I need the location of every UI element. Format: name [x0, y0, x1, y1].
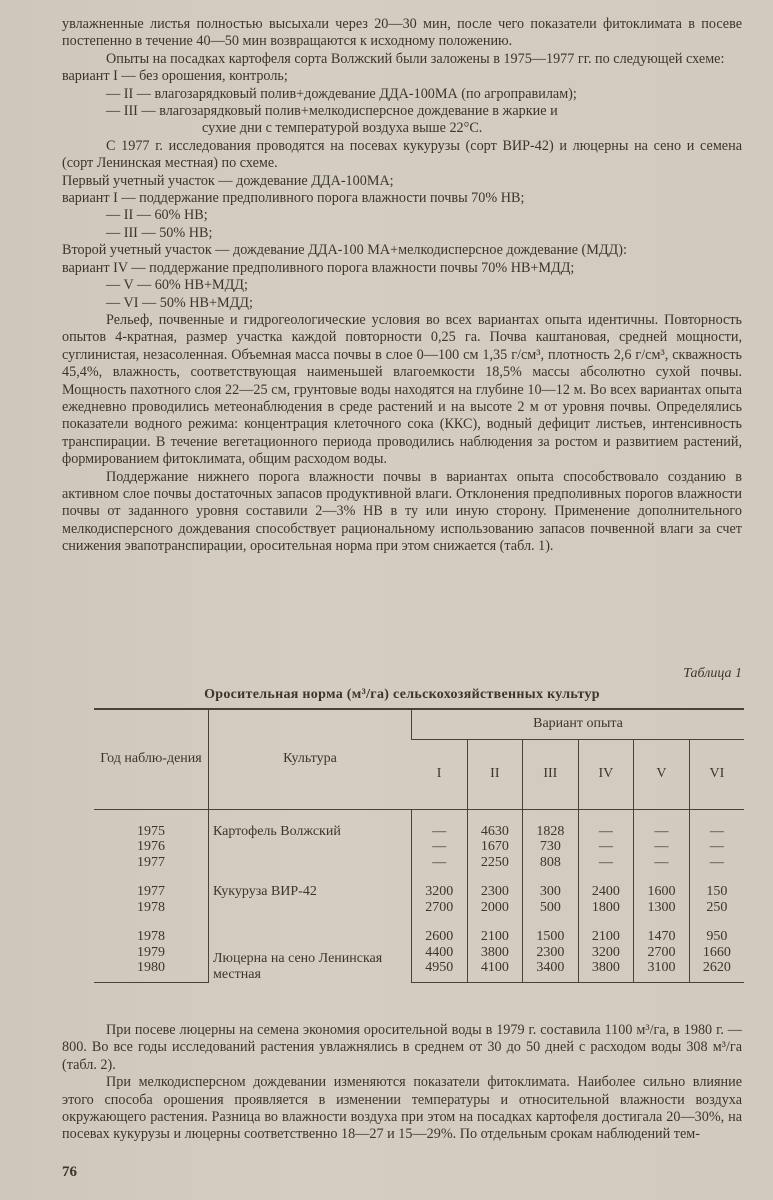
header-variant-III: III [523, 739, 579, 809]
header-year: Год наблю-дения [94, 709, 209, 809]
paragraph: Поддержание нижнего порога влажности почвы в вариантах опыта способствовало созданию в активном слое почвы достаточных запасов продуктивной влаги. Отклонения предполивных порогов влажности почвы от заданного уровня составили 2—3% НВ в ту или иную сторону. Применение дополнительного мелкодисперсного дождевания способствует рациональному использованию запасов почвенной влаги за счет снижения эвапотранспирации, оросительная норма при этом снижается (табл. 1). [62, 468, 742, 555]
paragraph: При посеве люцерны на семена экономия оросительной воды в 1979 г. составила 1100 м³/га, в 1980 г. — 800. Во все годы исследований растения увлажнялись в среднем от 30 до 50 дней с расходом воды 308 м³/га (табл. 2). [62, 1022, 742, 1073]
scheme-line: вариант IV — поддержание предполивного порога влажности почвы 70% НВ+МДД; [62, 259, 575, 276]
paragraph: При мелкодисперсном дождевании изменяются показатели фитоклимата. Наиболее сильно влияние этого способа орошения проявляется в изменении температуры и относительной влажности воздуха окружающего растения. Разница во влажности воздуха при этом на посадках картофеля достигала 20—30%, на посевах кукурузы и люцерны соответственно 18—27 и 15—29%. По отдельным срокам наблюдений тем- [62, 1074, 742, 1143]
table-row: 1975 Картофель Волжский — 4630 1828 — — — [94, 824, 744, 840]
scheme-line: — V — 60% НВ+МДД; [106, 277, 248, 294]
table-row: 1977 Кукуруза ВИР-42 3200 2300 300 2400 1600 150 [94, 884, 744, 900]
header-variant-VI: VI [689, 739, 744, 809]
scheme-line: — II — 60% НВ; [106, 207, 208, 224]
table-caption: Таблица 1 [683, 666, 742, 681]
header-variant-II: II [467, 739, 523, 809]
table-row: 1976 — 1670 730 — — — [94, 839, 744, 855]
scheme-line: Второй учетный участок — дождевание ДДА-100 МА+мелкодисперсное дождевание (МДД): [62, 242, 627, 259]
table-row: 1979 4400 3800 2300 3200 2700 1660 [94, 945, 744, 961]
table-row: 1980 4950 4100 3400 3800 3100 2620 [94, 960, 744, 982]
table-row: 1978 Люцерна на сено Ленинская местная 2600 2100 1500 2100 1470 950 [94, 929, 744, 945]
scheme-line: — VI — 50% НВ+МДД; [106, 294, 253, 311]
crop-name: Люцерна на сено Ленинская местная [209, 929, 412, 982]
scheme-line: — III — влагозарядковый полив+мелкодисперсное дождевание в жаркие и [106, 103, 558, 120]
header-variant-V: V [634, 739, 690, 809]
scheme-line: — III — 50% НВ; [106, 224, 213, 241]
paragraph: Опыты на посадках картофеля сорта Волжский были заложены в 1975—1977 гг. по следующей схеме: [106, 50, 725, 67]
header-variant-I: I [412, 739, 468, 809]
paragraph: С 1977 г. исследования проводятся на посевах кукурузы (сорт ВИР-42) и люцерны на сено и семена (сорт Ленинская местная) по схеме. [62, 137, 742, 172]
scheme-line: вариант I — без орошения, контроль; [62, 68, 288, 85]
scheme-line: вариант I — поддержание предполивного порога влажности почвы 70% НВ; [62, 190, 525, 207]
table-row: 1978 2700 2000 500 1800 1300 250 [94, 900, 744, 916]
table-row: 1977 — 2250 808 — — — [94, 855, 744, 871]
page-number: 76 [62, 1164, 77, 1180]
header-variant-IV: IV [578, 739, 634, 809]
header-crop: Культура [209, 709, 412, 809]
header-variant: Вариант опыта [412, 709, 745, 739]
crop-name: Картофель Волжский [209, 824, 412, 871]
paragraph: Рельеф, почвенные и гидрогеологические условия во всех вариантах опыта идентичны. Повторность опытов 4-кратная, размер участка каждой повторности 0,25 га. Почва каштановая, средней мощности, суглинистая, незасоленная. Объемная масса почвы в слое 0—100 см 1,35 г/см³, плотность 2,6 г/см³, скважность 45,4%, влажность, соответствующая наименьшей влагоемкости 18,5% массы абсолютно сухой почвы. Мощность пахотного слоя 22—25 см, грунтовые воды находятся на глубине 10—12 м. Во всех вариантах опыта ежедневно проводились метеонаблюдения в среде растений и на высоте 2 м от уровня почвы. Определялись показатели водного режима: концентрация клеточного сока (ККС), водный дефицит листьев, интенсивность транспирации. В течение вегетационного периода проводились наблюдения за ростом и развитием растений, формированием фитоклимата, общим расходом воды. [62, 311, 742, 468]
irrigation-table [94, 708, 744, 983]
body-text-bottom [62, 1022, 742, 1144]
scheme-line: — II — влагозарядковый полив+дождевание ДДА-100МА (по агроправилам); [106, 85, 577, 102]
scheme-line: Первый учетный участок — дождевание ДДА-100МА; [62, 172, 394, 189]
table-title: Оросительная норма (м³/га) сельскохозяйственных культур [204, 687, 600, 702]
scheme-line: сухие дни с температурой воздуха выше 22°С. [202, 120, 483, 137]
body-text-top [62, 16, 742, 556]
crop-name: Кукуруза ВИР-42 [209, 884, 412, 915]
paragraph: увлажненные листья полностью высыхали через 20—30 мин, после чего показатели фитоклимата в посеве постепенно в течение 40—50 мин возвращаются к исходному положению. [62, 16, 742, 50]
